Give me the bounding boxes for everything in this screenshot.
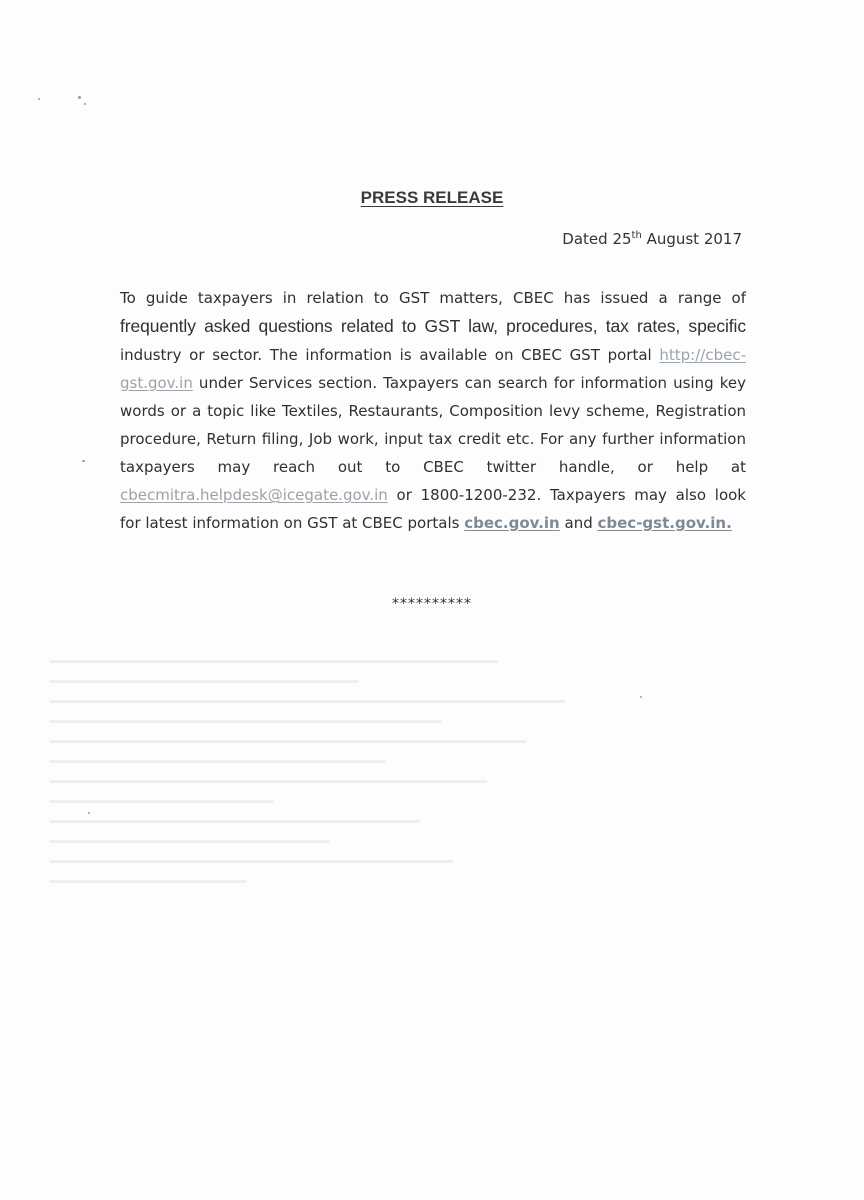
body-text-5: or 1800-1200-232. Taxpayers may also look for latest information on GST at CBEC portals [120, 486, 746, 532]
press-release-title: PRESS RELEASE [360, 188, 504, 207]
scan-speck [82, 460, 85, 462]
cbec-portal-link[interactable]: cbec.gov.in [464, 514, 560, 532]
scan-speck [84, 103, 86, 105]
release-date [562, 230, 742, 248]
show-through-texture [50, 660, 610, 960]
scan-speck [640, 696, 642, 698]
date-suffix: August 2017 [641, 230, 742, 248]
date-superscript: th [631, 230, 642, 241]
body-text-2: frequently asked questions related to GST law, procedures, tax rates, specific [120, 316, 746, 336]
release-body [120, 284, 746, 537]
body-text-and: and [559, 514, 598, 532]
body-text-3: industry or sector. The information is available on CBEC GST portal [120, 346, 660, 364]
body-text-1: To guide taxpayers in relation to GST matters, CBEC has issued a range of [120, 289, 746, 307]
body-text-4: under Services section. Taxpayers can search for information using key words or a topic like Textiles, Restaurants, Composition levy scheme, Registration procedure, Return filing, Job work, input tax credit etc. For any further information taxpayers may reach out to CBEC twitter handle, or help at [120, 374, 746, 476]
scan-speck [38, 98, 40, 100]
portal-link[interactable]: http://cbec-gst.gov.in [120, 346, 746, 392]
cbec-gst-portal-link[interactable]: cbec-gst.gov.in. [597, 514, 732, 532]
end-marker: ********** [392, 596, 472, 612]
date-prefix: Dated 25 [562, 230, 632, 248]
helpdesk-email-link[interactable]: cbecmitra.helpdesk@icegate.gov.in [120, 486, 388, 504]
scan-speck [78, 96, 81, 99]
